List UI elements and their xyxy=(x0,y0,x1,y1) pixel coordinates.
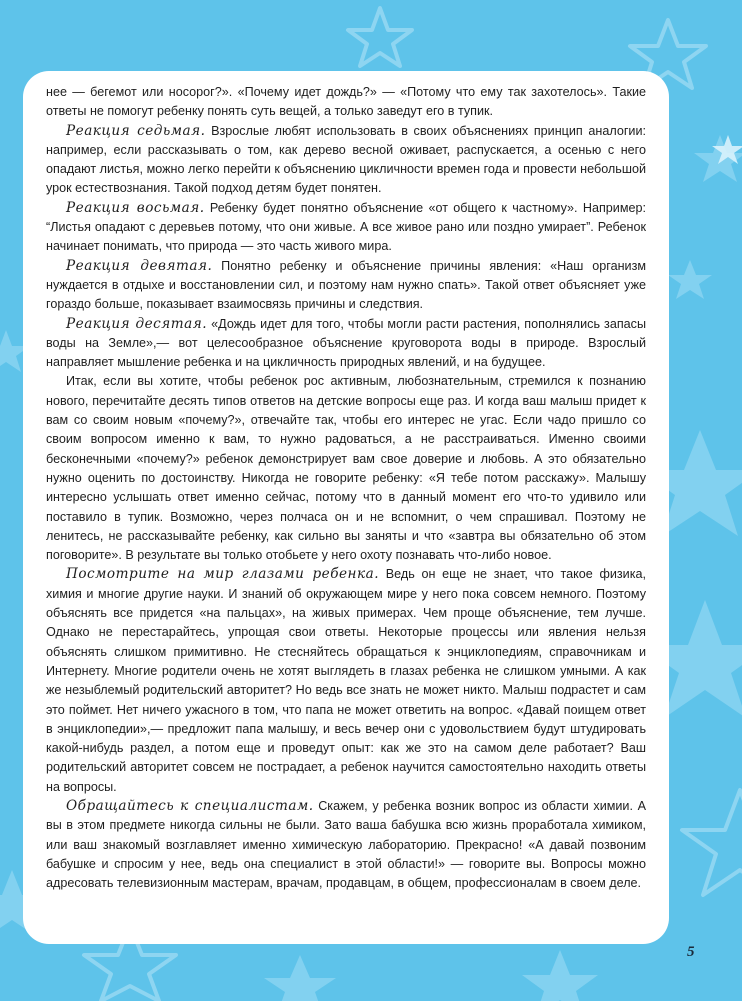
star-icon xyxy=(348,8,412,66)
star-icon xyxy=(668,260,712,299)
star-icon xyxy=(682,790,742,895)
paragraph-lead: Обращайтесь к специалистам. xyxy=(66,797,314,814)
star-icon xyxy=(522,950,598,1001)
paragraph: Реакция девятая. Понятно ребенку и объяснение причины явления: «Наш организм нуждается в отдыхе и восстановлении сил, и поэтому нам нужно спать». Такой ответ объясняет уже гораздо больше, показывает взаимосвязь причины и следствия. xyxy=(46,257,646,312)
paragraph: Посмотрите на мир глазами ребенка. Ведь он еще не знает, что такое физика, химия и многие другие науки. И знаний об окружающем мире у него пока совсем немного. Поэтому объяснять все придется «на пальцах», на живых примерах. Чем проще объяснение, тем лучше. Однако не перестарайтесь, упрощая свои ответы. Некоторые процессы или явления нельзя объяснять слишком примитивно. Не стесняйтесь обращаться к энциклопедиям, справочникам и Интернету. Многие родители очень не хотят выглядеть в глазах ребенка не слишком умными. А как же незыблемый родительский авторитет? Но ведь все знать не может никто. Малыш подрастет и сам это поймет. Нет ничего ужасного в том, что папа не может ответить на вопрос. «Давай поищем ответ в энциклопедии»,— предложит папа малышу, и весь вечер они с удовольствием будут штудировать какой-нибудь раздел, а потом еще и проведут опыт: как же это на самом деле работает? Ваш родительский авторитет совсем не пострадает, а ребенок научится самостоятельно находить ответы на вопросы. xyxy=(46,566,646,794)
text-panel xyxy=(23,71,669,944)
paragraph: Реакция восьмая. Ребенку будет понятно объяснение «от общего к частному». Например: “Листья опадают с деревьев потому, что они живые. А все живое рано или поздно умирает”. Ребенок начинает понимать, что природа — это часть живого мира. xyxy=(46,199,646,254)
paragraph-lead: Посмотрите на мир глазами ребенка. xyxy=(66,566,380,583)
paragraph: Реакция десятая. «Дождь идет для того, чтобы могли расти растения, пополнялись запасы воды на Земле»,— вот целесообразное объяснение круговорота воды в природе. Взрослый направляет мышление ребенка и на цикличность природных явлений, и на будущее. xyxy=(46,315,646,370)
paragraph-lead: Реакция девятая. xyxy=(66,257,213,274)
star-icon xyxy=(264,955,336,1001)
paragraph-lead: Реакция десятая. xyxy=(66,315,208,332)
paragraph: Реакция седьмая. Взрослые любят использовать в своих объяснениях принцип аналогии: например, если рассказывать о том, как дерево весной оживает, распускается, а осенью с него опадают листья, можно легко перейти к объяснению цикличности времен года и провести небольшой урок естествознания. Такой подход детям будет понятен. xyxy=(46,122,646,196)
page-number: 5 xyxy=(687,944,695,960)
article-body xyxy=(46,83,646,893)
paragraph: Итак, если вы хотите, чтобы ребенок рос активным, любознательным, стремился к познанию нового, перечитайте десять типов ответов на детские вопросы еще раз. И когда ваш малыш придет к вам со своим новым «почему?», отвечайте так, чтобы его интерес не угас. Если чадо пришло со своим вопросом именно к вам, то нужно радоваться, а не расстраиваться. Именно своими бесконечными «почему?» ребенок демонстрирует вам свое доверие и любовь. А это обязательно нужно оценить по достоинству. Никогда не говорите ребенку: «Я тебе потом расскажу». Малышу интересно услышать ответ именно сейчас, потому что в данный момент его что-то удивило или поставило в тупик. Возможно, через полчаса он и не вспомнит, о чем спрашивал. Поэтому не ленитесь, не рассказывайте ребенку, как сильно вы заняты и что «завтра вы обязательно об этом поговорите». В результате вы только отобьете у него охоту познавать что-либо новое. xyxy=(46,374,646,563)
paragraph: нее — бегемот или носорог?». «Почему идет дождь?» — «Потому что ему так захотелось». Такие ответы не помогут ребенку понять суть вещей, а только заведут его в тупик. xyxy=(46,85,646,119)
paragraph-lead: Реакция восьмая. xyxy=(66,199,205,216)
paragraph-lead: Реакция седьмая. xyxy=(66,122,206,139)
paragraph: Обращайтесь к специалистам. Скажем, у ребенка возник вопрос из области химии. А вы в этом предмете никогда сильны не были. Зато ваша бабушка всю жизнь проработала химиком, или ваш знакомый возглавляет именно химическую лабораторию. Прекрасно! «А давай позвоним бабушке и спросим у нее, ведь она специалист в этой области!» — говорите вы. Вопросы можно адресовать телевизионным мастерам, врачам, продавцам, в общем, профессионалам в своем деле. xyxy=(46,797,646,891)
